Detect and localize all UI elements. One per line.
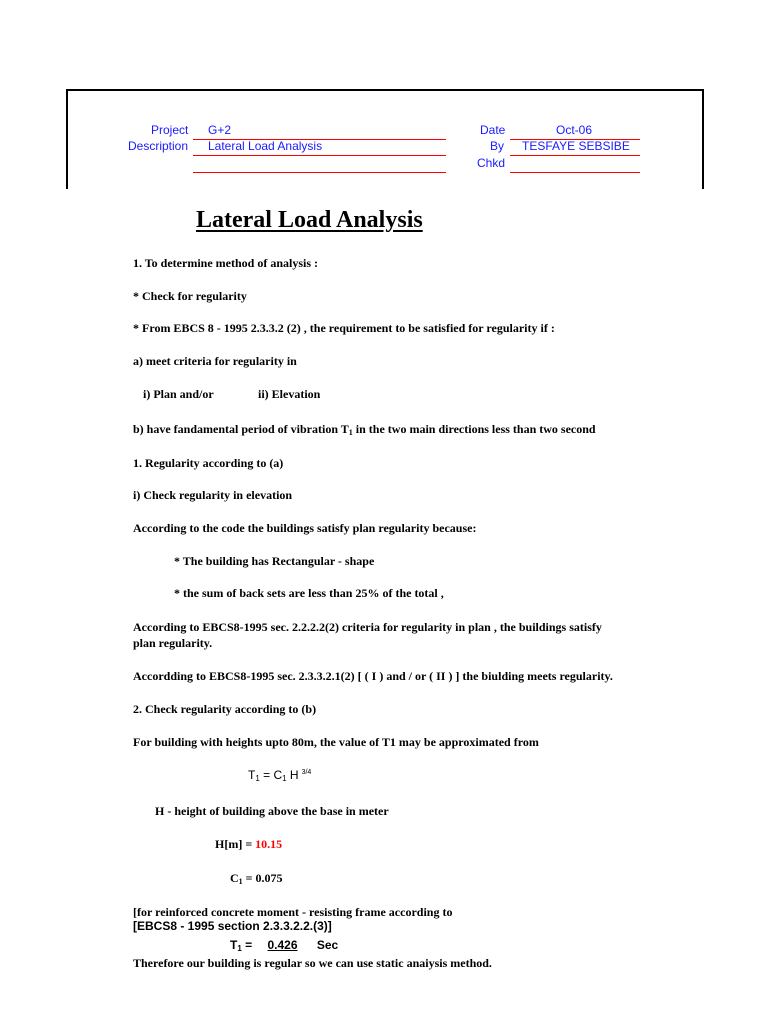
by-label: By <box>490 139 505 153</box>
para-rc-frame: [for reinforced concrete moment - resisting frame according to <box>133 905 453 919</box>
date-label: Date <box>480 123 506 137</box>
page-title: Lateral Load Analysis <box>196 207 423 233</box>
para-criteria-plan-2: plan regularity. <box>133 636 213 650</box>
para-meets-regularity: Accordding to EBCS8-1995 sec. 2.3.3.2.1(2) [ ( I ) and / or ( II ) ] the biulding meets regularity. <box>133 669 613 683</box>
project-label: Project <box>151 123 189 137</box>
para-check-elevation: i) Check regularity in elevation <box>133 488 293 502</box>
para-period: b) have fandamental period of vibration $T_1$ in the two main directions less than two second <box>133 422 596 437</box>
para-regularity-b: 2. Check regularity according to (b) <box>133 702 317 716</box>
t1-result-row: $T_1 = 0.426$ Sec <box>230 938 339 953</box>
t1-value: 0.426 <box>267 938 298 952</box>
para-ebcs-section: [EBCS8 - 1995 section 2.3.3.2.2.(3)] <box>133 919 332 933</box>
period-formula: $T_1 = C_1$ H $^{3/4}$ <box>248 768 312 783</box>
para-ebcs-requirement: * From EBCS 8 - 1995 2.3.3.2 (2) , the requirement to be satisfied for regularity if : <box>133 321 555 335</box>
para-code-plan: According to the code the buildings satisfy plan regularity because: <box>133 521 477 535</box>
by-underline <box>510 155 640 156</box>
para-method: 1. To determine method of analysis : <box>133 256 319 270</box>
project-value: G+2 <box>208 123 232 137</box>
header-frame-left <box>66 89 68 189</box>
para-check-regularity: * Check for regularity <box>133 289 247 303</box>
para-rectangular: * The building has Rectangular - shape <box>174 554 375 568</box>
description-value: Lateral Load Analysis <box>208 139 323 153</box>
para-backsets: * the sum of back sets are less than 25% of the total , <box>174 586 444 600</box>
description-underline <box>193 155 446 156</box>
description-label: Description <box>128 139 189 153</box>
chkd-label: Chkd <box>477 156 506 170</box>
height-value-row: H[m] = 10.15 <box>215 837 283 851</box>
by-value: TESFAYE SEBSIBE <box>522 139 630 153</box>
para-height-def: H - height of building above the base in meter <box>155 804 389 818</box>
c1-value-row: $C_1 = 0.075$ <box>230 871 283 886</box>
header-frame-top <box>66 89 704 91</box>
t1-unit: Sec <box>316 938 339 952</box>
blank-underline <box>193 172 446 173</box>
para-regularity-a: 1. Regularity according to (a) <box>133 456 284 470</box>
para-criteria-plan-1: According to EBCS8-1995 sec. 2.2.2.2(2) criteria for regularity in plan , the buildings satisfy <box>133 620 602 634</box>
date-value: Oct-06 <box>556 123 593 137</box>
para-elevation: ii) Elevation <box>258 387 321 401</box>
para-heights: For building with heights upto 80m, the value of T1 may be approximated from <box>133 735 539 749</box>
para-plan: i) Plan and/or <box>143 387 214 401</box>
header-frame-right <box>702 89 704 189</box>
para-conclusion: Therefore our building is regular so we can use static anaiysis method. <box>133 956 492 970</box>
para-criteria: a) meet criteria for regularity in <box>133 354 297 368</box>
chkd-underline <box>510 172 640 173</box>
height-value: 10.15 <box>255 837 283 851</box>
